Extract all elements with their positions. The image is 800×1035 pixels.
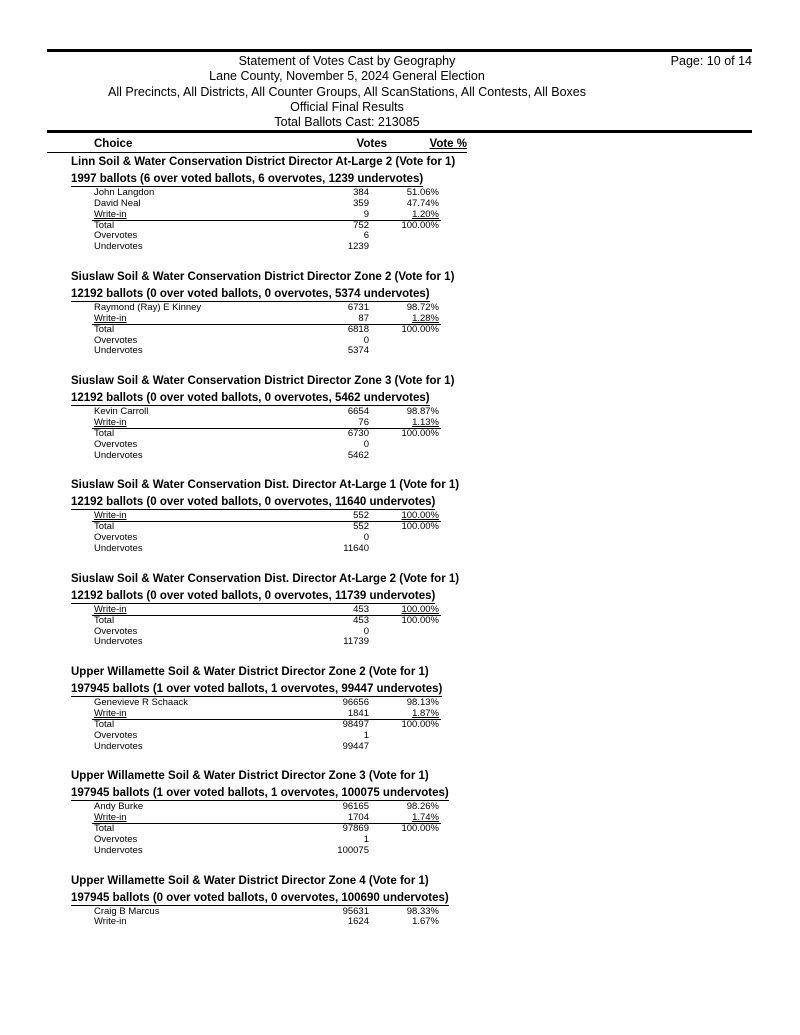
result-choice: John Langdon bbox=[94, 187, 155, 198]
result-choice: Write-in bbox=[94, 208, 127, 220]
result-vote-pct: 1.67% bbox=[412, 916, 439, 928]
report-title: Statement of Votes Cast by Geography bbox=[238, 54, 456, 68]
result-votes: 0 bbox=[363, 532, 369, 544]
result-votes: 5462 bbox=[347, 449, 369, 461]
result-votes: 0 bbox=[363, 438, 369, 450]
contest-title: Siuslaw Soil & Water Conservation Dist. Director At-Large 2 (Vote for 1) bbox=[71, 572, 460, 585]
result-row bbox=[71, 199, 441, 210]
result-vote-pct: 1.20% bbox=[412, 208, 439, 220]
result-row bbox=[92, 210, 441, 221]
result-votes: 6654 bbox=[347, 406, 369, 418]
result-choice: Write-in bbox=[94, 603, 127, 615]
result-choice: Write-in bbox=[94, 416, 127, 428]
column-headers bbox=[47, 138, 467, 153]
result-vote-pct: 98.72% bbox=[406, 301, 439, 313]
result-votes: 359 bbox=[353, 197, 369, 209]
result-choice: Overvotes bbox=[94, 833, 138, 845]
contest-list bbox=[71, 153, 491, 942]
result-row bbox=[71, 742, 441, 753]
contest-ballot-summary: 197945 ballots (1 over voted ballots, 1 overvotes, 100075 undervotes) bbox=[71, 787, 449, 800]
result-choice: Write-in bbox=[94, 812, 127, 824]
result-row bbox=[71, 846, 441, 857]
result-choice: Write-in bbox=[94, 707, 127, 719]
result-choice: Write-in bbox=[94, 510, 127, 522]
contest-block bbox=[71, 476, 491, 554]
result-votes: 99447 bbox=[342, 740, 369, 752]
contest-title: Siuslaw Soil & Water Conservation District Director Zone 3 (Vote for 1) bbox=[71, 375, 455, 388]
result-row bbox=[71, 346, 441, 357]
result-votes: 552 bbox=[353, 510, 369, 522]
result-choice: Total bbox=[94, 323, 115, 335]
result-choice: Write-in bbox=[94, 312, 127, 324]
result-row bbox=[71, 731, 441, 742]
contest-results bbox=[71, 303, 441, 357]
result-votes: 453 bbox=[353, 603, 369, 615]
contest-ballot-summary: 197945 ballots (1 over voted ballots, 1 overvotes, 99447 undervotes) bbox=[71, 683, 443, 696]
result-votes: 1 bbox=[363, 729, 369, 741]
result-choice: Overvotes bbox=[94, 230, 138, 242]
result-row bbox=[71, 242, 441, 253]
contest-block bbox=[71, 372, 491, 461]
result-choice: Total bbox=[94, 718, 115, 730]
result-vote-pct: 100.00% bbox=[401, 323, 439, 335]
contest-block bbox=[71, 153, 491, 253]
contest-title: Siuslaw Soil & Water Conservation Dist. Director At-Large 1 (Vote for 1) bbox=[71, 479, 460, 492]
result-row bbox=[71, 325, 441, 336]
result-votes: 97869 bbox=[342, 823, 369, 835]
election-name: Lane County, November 5, 2024 General Election bbox=[209, 69, 485, 84]
result-vote-pct: 98.87% bbox=[406, 406, 439, 418]
result-vote-pct: 100.00% bbox=[401, 521, 439, 533]
result-choice: David Neal bbox=[94, 197, 141, 209]
result-choice: Overvotes bbox=[94, 532, 138, 544]
result-choice: Andy Burke bbox=[94, 801, 144, 813]
result-vote-pct: 1.87% bbox=[412, 707, 439, 719]
result-choice: Kevin Carroll bbox=[94, 406, 149, 418]
result-votes: 1239 bbox=[347, 241, 369, 253]
result-choice: Undervotes bbox=[94, 740, 143, 752]
result-vote-pct: 100.00% bbox=[401, 718, 439, 730]
header-rule bbox=[47, 130, 752, 133]
contest-block bbox=[71, 570, 491, 648]
result-vote-pct: 47.74% bbox=[406, 197, 439, 209]
result-row bbox=[92, 511, 441, 522]
report-header bbox=[47, 54, 647, 130]
vote-pct-column-header: Vote % bbox=[429, 138, 467, 150]
result-votes: 752 bbox=[353, 219, 369, 231]
result-choice: Craig B Marcus bbox=[94, 905, 160, 917]
result-vote-pct: 98.26% bbox=[406, 801, 439, 813]
votes-column-header: Votes bbox=[356, 138, 387, 150]
contest-ballot-summary: 12192 ballots (0 over voted ballots, 0 overvotes, 11640 undervotes) bbox=[71, 496, 436, 509]
contest-ballot-summary: 197945 ballots (0 over voted ballots, 0 overvotes, 100690 undervotes) bbox=[71, 891, 449, 904]
result-choice: Overvotes bbox=[94, 625, 138, 637]
result-choice: Undervotes bbox=[94, 241, 143, 253]
result-vote-pct: 100.00% bbox=[401, 427, 439, 439]
result-row bbox=[92, 418, 441, 429]
result-row bbox=[92, 709, 441, 720]
result-choice: Undervotes bbox=[94, 636, 143, 648]
result-votes: 76 bbox=[358, 416, 369, 428]
result-vote-pct: 100.00% bbox=[401, 219, 439, 231]
contest-results bbox=[71, 698, 441, 752]
contest-block bbox=[71, 268, 491, 357]
result-choice: Raymond (Ray) E Kinney bbox=[94, 301, 202, 313]
result-choice: Undervotes bbox=[94, 542, 143, 554]
result-choice: Undervotes bbox=[94, 345, 143, 357]
contest-results bbox=[71, 605, 441, 648]
contest-block bbox=[71, 663, 491, 752]
result-row bbox=[71, 440, 441, 451]
result-votes: 1624 bbox=[347, 916, 369, 928]
result-votes: 552 bbox=[353, 521, 369, 533]
result-row bbox=[71, 637, 441, 648]
result-choice: Genevieve R Schaack bbox=[94, 697, 188, 709]
result-votes: 5374 bbox=[347, 345, 369, 357]
result-row bbox=[71, 544, 441, 555]
result-choice: Total bbox=[94, 219, 115, 231]
contest-title: Siuslaw Soil & Water Conservation District Director Zone 2 (Vote for 1) bbox=[71, 270, 455, 283]
result-votes: 1704 bbox=[347, 812, 369, 824]
contest-results bbox=[71, 511, 441, 554]
results-status: Official Final Results bbox=[290, 99, 404, 114]
result-votes: 0 bbox=[363, 625, 369, 637]
contest-ballot-summary: 12192 ballots (0 over voted ballots, 0 overvotes, 5374 undervotes) bbox=[71, 287, 430, 300]
contest-results bbox=[71, 188, 441, 253]
result-votes: 6818 bbox=[347, 323, 369, 335]
contest-title: Upper Willamette Soil & Water District Director Zone 4 (Vote for 1) bbox=[71, 874, 429, 887]
result-votes: 95631 bbox=[342, 905, 369, 917]
result-row bbox=[92, 314, 441, 325]
result-choice: Total bbox=[94, 614, 115, 626]
result-votes: 1 bbox=[363, 833, 369, 845]
result-choice: Total bbox=[94, 823, 115, 835]
result-votes: 6731 bbox=[347, 301, 369, 313]
result-row bbox=[92, 813, 441, 824]
result-choice: Overvotes bbox=[94, 438, 138, 450]
contest-title: Upper Willamette Soil & Water District Director Zone 3 (Vote for 1) bbox=[71, 770, 429, 783]
contest-results bbox=[71, 407, 441, 461]
contest-results bbox=[71, 907, 441, 928]
result-votes: 98497 bbox=[342, 718, 369, 730]
contest-ballot-summary: 12192 ballots (0 over voted ballots, 0 overvotes, 11739 undervotes) bbox=[71, 589, 436, 602]
result-vote-pct: 51.06% bbox=[406, 187, 439, 198]
choice-column-header: Choice bbox=[94, 138, 133, 150]
result-votes: 100075 bbox=[337, 844, 369, 856]
result-votes: 0 bbox=[363, 334, 369, 346]
top-rule bbox=[47, 49, 752, 52]
result-row bbox=[71, 451, 441, 462]
contest-block bbox=[71, 872, 491, 928]
page-number: Page: 10 of 14 bbox=[670, 54, 752, 68]
contest-title: Linn Soil & Water Conservation District Director At-Large 2 (Vote for 1) bbox=[71, 156, 456, 168]
result-vote-pct: 100.00% bbox=[401, 823, 439, 835]
result-vote-pct: 98.33% bbox=[406, 905, 439, 917]
result-choice: Undervotes bbox=[94, 449, 143, 461]
result-row bbox=[92, 917, 441, 927]
result-votes: 384 bbox=[353, 187, 369, 198]
result-votes: 11640 bbox=[343, 542, 369, 554]
result-votes: 453 bbox=[353, 614, 369, 626]
result-votes: 87 bbox=[358, 312, 369, 324]
report-scope: All Precincts, All Districts, All Counter Groups, All ScanStations, All Contests, All Boxes bbox=[108, 84, 586, 99]
contest-block bbox=[71, 767, 491, 856]
contest-results bbox=[71, 802, 441, 856]
result-choice: Write-in bbox=[94, 916, 127, 928]
result-choice: Overvotes bbox=[94, 334, 138, 346]
result-row bbox=[71, 616, 441, 627]
result-vote-pct: 98.13% bbox=[406, 697, 439, 709]
result-choice: Total bbox=[94, 521, 115, 533]
result-votes: 6 bbox=[363, 230, 369, 242]
result-votes: 96656 bbox=[342, 697, 369, 709]
result-votes: 1841 bbox=[347, 707, 369, 719]
result-vote-pct: 1.28% bbox=[412, 312, 439, 324]
total-ballots-cast: Total Ballots Cast: 213085 bbox=[274, 115, 420, 130]
result-choice: Total bbox=[94, 427, 115, 439]
result-vote-pct: 1.13% bbox=[412, 416, 439, 428]
contest-title: Upper Willamette Soil & Water District Director Zone 2 (Vote for 1) bbox=[71, 666, 429, 679]
result-votes: 6730 bbox=[347, 427, 369, 439]
contest-ballot-summary: 1997 ballots (6 over voted ballots, 6 overvotes, 1239 undervotes) bbox=[71, 173, 424, 185]
result-vote-pct: 100.00% bbox=[401, 603, 439, 615]
result-votes: 9 bbox=[363, 208, 369, 220]
result-vote-pct: 1.74% bbox=[412, 812, 439, 824]
result-votes: 11739 bbox=[343, 636, 369, 648]
result-vote-pct: 100.00% bbox=[401, 614, 439, 626]
result-choice: Undervotes bbox=[94, 844, 143, 856]
result-vote-pct: 100.00% bbox=[401, 510, 439, 522]
result-choice: Overvotes bbox=[94, 729, 138, 741]
result-votes: 96165 bbox=[342, 801, 369, 813]
contest-ballot-summary: 12192 ballots (0 over voted ballots, 0 overvotes, 5462 undervotes) bbox=[71, 392, 430, 405]
result-row bbox=[92, 605, 441, 616]
